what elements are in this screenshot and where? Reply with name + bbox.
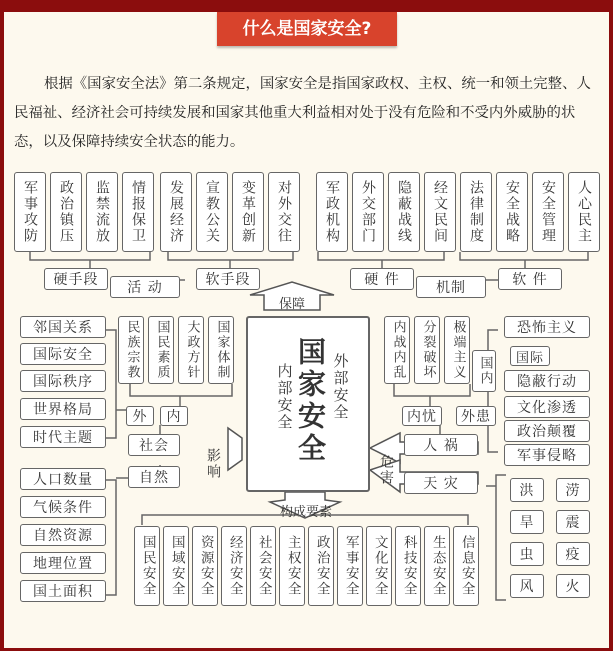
component-item: 军事安全 — [337, 526, 363, 606]
internal-factor-item: 大政方针 — [178, 316, 204, 384]
harm-label: 危害 — [378, 454, 394, 486]
soft-means-item: 发展经济 — [160, 172, 192, 252]
component-item: 生态安全 — [424, 526, 450, 606]
hardware-item: 经文民间 — [424, 172, 456, 252]
component-item: 经济安全 — [221, 526, 247, 606]
international-threat-item: 军事侵略 — [504, 444, 590, 466]
nei-label: 内 — [160, 406, 188, 426]
internal-factor-item: 国家体制 — [208, 316, 234, 384]
component-item: 科技安全 — [395, 526, 421, 606]
national-security-diagram — [10, 170, 606, 612]
hard-means-item: 政治镇压 — [50, 172, 82, 252]
wai-label: 外 — [126, 406, 154, 426]
international-threat-item: 文化渗透 — [504, 396, 590, 418]
center-title: 国家安全 — [294, 337, 327, 465]
natural-factor-item: 国土面积 — [20, 580, 106, 602]
software-item: 安全战略 — [496, 172, 528, 252]
soft-means-item: 变革创新 — [232, 172, 264, 252]
components-label: 构成要素 — [279, 504, 332, 520]
waihuan-label: 外患 — [456, 406, 496, 426]
disaster-item: 涝 — [556, 478, 590, 502]
inner-trouble-item: 内战内乱 — [384, 316, 410, 384]
disaster-item: 旱 — [510, 510, 544, 534]
center-box — [246, 316, 370, 492]
disaster-item: 洪 — [510, 478, 544, 502]
hard-means-item: 情报保卫 — [122, 172, 154, 252]
renhuo-label: 人 祸 — [404, 434, 478, 456]
internal-factor-item: 民族宗教 — [118, 316, 144, 384]
page-title: 什么是国家安全? — [217, 12, 397, 46]
internal-factor-item: 国民素质 — [148, 316, 174, 384]
neiyou-label: 内忧 — [402, 406, 442, 426]
internal-security-label: 内部安全 — [275, 363, 294, 431]
component-item: 国域安全 — [163, 526, 189, 606]
nature-label: 自然 — [128, 466, 180, 488]
hard-means-item: 监禁流放 — [86, 172, 118, 252]
component-item: 主权安全 — [279, 526, 305, 606]
external-factor-item: 时代主题 — [20, 426, 106, 448]
international-threat-item: 政治颠覆 — [504, 420, 590, 442]
software-label: 软 件 — [498, 268, 562, 290]
natural-factor-item: 人口数量 — [20, 468, 106, 490]
software-item: 法律制度 — [460, 172, 492, 252]
external-factor-item: 国际秩序 — [20, 370, 106, 392]
disaster-item: 火 — [556, 574, 590, 598]
software-item: 人心民主 — [568, 172, 600, 252]
activity-label: 活 动 — [110, 276, 180, 298]
intro-paragraph: 根据《国家安全法》第二条规定，国家安全是指国家政权、主权、统一和领土完整、人民福祉、经济社会可持续发展和国家其他重大利益相对处于没有危险和不受内外威胁的状态，以及保障持续安全状态的能力。 — [14, 76, 591, 150]
disaster-item: 虫 — [510, 542, 544, 566]
soft-means-item: 宣教公关 — [196, 172, 228, 252]
component-item: 政治安全 — [308, 526, 334, 606]
component-item: 资源安全 — [192, 526, 218, 606]
hardware-item: 外交部门 — [352, 172, 384, 252]
natural-factor-item: 气候条件 — [20, 496, 106, 518]
software-item: 安全管理 — [532, 172, 564, 252]
guarantee-label: 保障 — [278, 296, 305, 312]
tianzai-label: 天 灾 — [404, 472, 478, 494]
international-threat-item: 恐怖主义 — [504, 316, 590, 338]
guonei-label: 国内 — [472, 350, 496, 392]
disaster-item: 风 — [510, 574, 544, 598]
disaster-item: 疫 — [556, 542, 590, 566]
disaster-item: 震 — [556, 510, 590, 534]
hard-means-label: 硬手段 — [44, 268, 108, 290]
influence-label: 影响 — [205, 448, 221, 480]
soft-means-item: 对外交往 — [268, 172, 300, 252]
inner-trouble-item: 极端主义 — [444, 316, 470, 384]
external-factor-item: 国际安全 — [20, 343, 106, 365]
natural-factor-item: 自然资源 — [20, 524, 106, 546]
mechanism-label: 机制 — [416, 276, 486, 298]
external-factor-item: 邻国关系 — [20, 316, 106, 338]
external-factor-item: 世界格局 — [20, 398, 106, 420]
guoji-label: 国际 — [510, 346, 550, 366]
hardware-item: 军政机构 — [316, 172, 348, 252]
component-item: 信息安全 — [453, 526, 479, 606]
soft-means-label: 软手段 — [196, 268, 260, 290]
component-item: 国民安全 — [134, 526, 160, 606]
inner-trouble-item: 分裂破坏 — [414, 316, 440, 384]
hardware-item: 隐蔽战线 — [388, 172, 420, 252]
society-label: 社会 — [128, 434, 180, 456]
hardware-label: 硬 件 — [350, 268, 414, 290]
external-security-label: 外部安全 — [331, 353, 350, 421]
international-threat-item: 隐蔽行动 — [504, 370, 590, 392]
component-item: 社会安全 — [250, 526, 276, 606]
hard-means-item: 军事攻防 — [14, 172, 46, 252]
component-item: 文化安全 — [366, 526, 392, 606]
natural-factor-item: 地理位置 — [20, 552, 106, 574]
